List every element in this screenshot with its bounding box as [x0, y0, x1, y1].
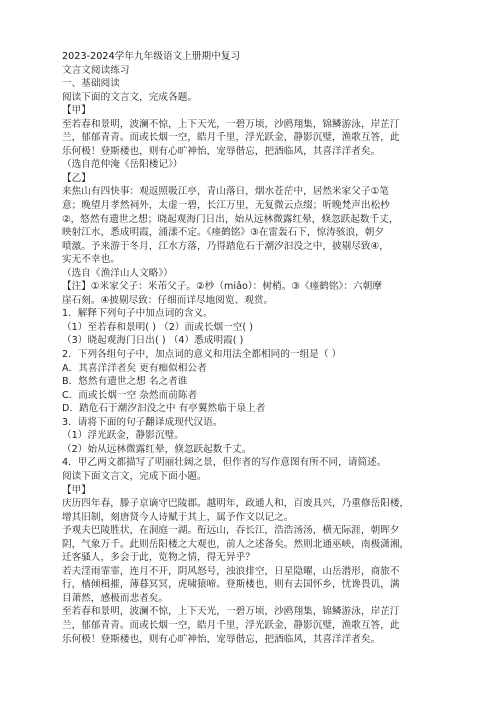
text-line: D．踏危石于潮汐汩没之中 有亭翼然临于泉上者: [62, 403, 266, 415]
text-line: 阴，气象万千。此则岳阳楼之大观也，前人之述备矣。然则北通巫峡，南极潇湘，: [62, 538, 410, 550]
text-line: 兰，郁郁青青。而或长烟一空，皓月千里，浮光跃金，静影沉璧，渔歌互答，此: [62, 619, 400, 631]
text-line: C．而或长烟一空 杂然而前陈者: [62, 389, 198, 401]
text-line: 映射江水，悉成明霞，涌漾不定。《瘗鹤铭》③在雷轰石下，惊涛骇浪，朝夕: [62, 227, 385, 239]
text-line: 至若春和景明，波澜不惊，上下天光，一碧万顷，沙鸥翔集，锦鳞游泳，岸芷汀: [62, 606, 400, 618]
text-line: （2）始从远林微露红晕，倏忽跃起数千丈。: [62, 443, 252, 455]
text-line: （3）晓起观海门日出( ) （4）悉成明霞( ): [62, 335, 244, 347]
text-line: （1）至若春和景明( ) （2）而或长烟一空( ): [62, 321, 254, 333]
document-title: 2023-2024学年九年级语文上册期中复习: [62, 51, 241, 62]
text-line: （选自《渔洋山人文略》）: [62, 267, 173, 279]
text-line: ②，悠然有遗世之想；晓起观海门日出，始从远林微露红晕，倏忽跃起数千丈，: [62, 213, 399, 225]
text-line: 至若春和景明，波澜不惊，上下天光，一碧万顷，沙鸥翔集，锦鳞游泳，岸芷汀: [62, 118, 400, 130]
text-line: 行，樯倾楫摧，薄暮冥冥，虎啸猿啼。登斯楼也，则有去国怀乡，忧谗畏讥，满: [62, 579, 400, 591]
text-line: 3．请将下面的句子翻译成现代汉语。: [62, 416, 223, 428]
text-line: 乐何极！登斯楼也，则有心旷神怡，宠辱偕忘，把酒临风，其喜洋洋者矣。: [62, 633, 381, 645]
text-line: 兰，郁郁青青。而或长烟一空，皓月千里，浮光跃金，静影沉璧，渔歌互答，此: [62, 132, 400, 144]
text-line: 【乙】: [62, 172, 91, 184]
text-line: 予观夫巴陵胜状，在洞庭一湖。衔远山，吞长江，浩浩汤汤，横无际涯，朝晖夕: [62, 525, 400, 537]
text-line: 目萧然，感极而悲者矣。: [62, 592, 169, 604]
text-line: 意；晚望月孝然祠外，太虚一碧，长江万里，无复微云点缀；听晚梵声出松杪: [62, 200, 390, 212]
text-line: 若夫淫雨霏霏，连月不开，阴风怒号，浊浪排空，日星隐曜，山岳潜形，商旅不: [62, 565, 400, 577]
text-line: 增其旧制，刻唐贤今人诗赋于其上，属予作文以记之。: [62, 511, 294, 523]
text-line: A．其喜洋洋者矣 更有痴似相公者: [62, 362, 207, 374]
text-line: 来焦山有四快事：观返照吸江亭，青山落日，烟水苍茫中，居然米家父子①笔: [62, 186, 389, 198]
text-line: B．悠然有遗世之想 名之者谁: [62, 376, 188, 388]
text-line: 【注】①米家父子：米芾父子。②杪（miǎo）：树梢。③《瘗鹤铭》：六朝摩: [62, 281, 382, 293]
text-line: 1．解释下列句子中加点词的含义。: [62, 308, 213, 320]
text-line: （1）浮光跃金，静影沉璧。: [62, 430, 184, 442]
text-line: 阅读下面文言文，完成下面小题。: [62, 470, 207, 482]
text-line: 喷激。予来游于冬月，江水方落，乃得踏危石于潮汐汩没之中，披剔尽致④，: [62, 240, 389, 252]
text-line: 庆历四年春，滕子京谪守巴陵郡。越明年，政通人和，百废具兴，乃重修岳阳楼，: [62, 498, 410, 510]
text-line: 崖石刻。④披剔尽致：仔细而详尽地阅览、观赏。: [62, 294, 274, 306]
text-line: 4．甲乙两文都描写了明丽壮阔之景，但作者的写作意图有所不同，请简述。: [62, 457, 387, 469]
text-line: 实无不幸也。: [62, 254, 120, 266]
text-line: 2．下列各组句子中，加点词的意义和用法全都相同的一组是（ ）: [62, 349, 342, 361]
text-line: 文言文阅读练习: [62, 64, 130, 76]
text-line: 阅读下面的文言文，完成各题。: [62, 91, 198, 103]
text-line: 【甲】: [62, 105, 91, 117]
text-line: 乐何极！登斯楼也，则有心旷神怡，宠辱偕忘，把酒临风，其喜洋洋者矣。: [62, 145, 381, 157]
text-line: 一、基础阅读: [62, 78, 120, 90]
text-line: 【甲】: [62, 484, 91, 496]
text-line: 迁客骚人，多会于此，览物之情，得无异乎？: [62, 552, 255, 564]
text-line: （选自范仲淹《岳阳楼记》）: [62, 159, 183, 171]
